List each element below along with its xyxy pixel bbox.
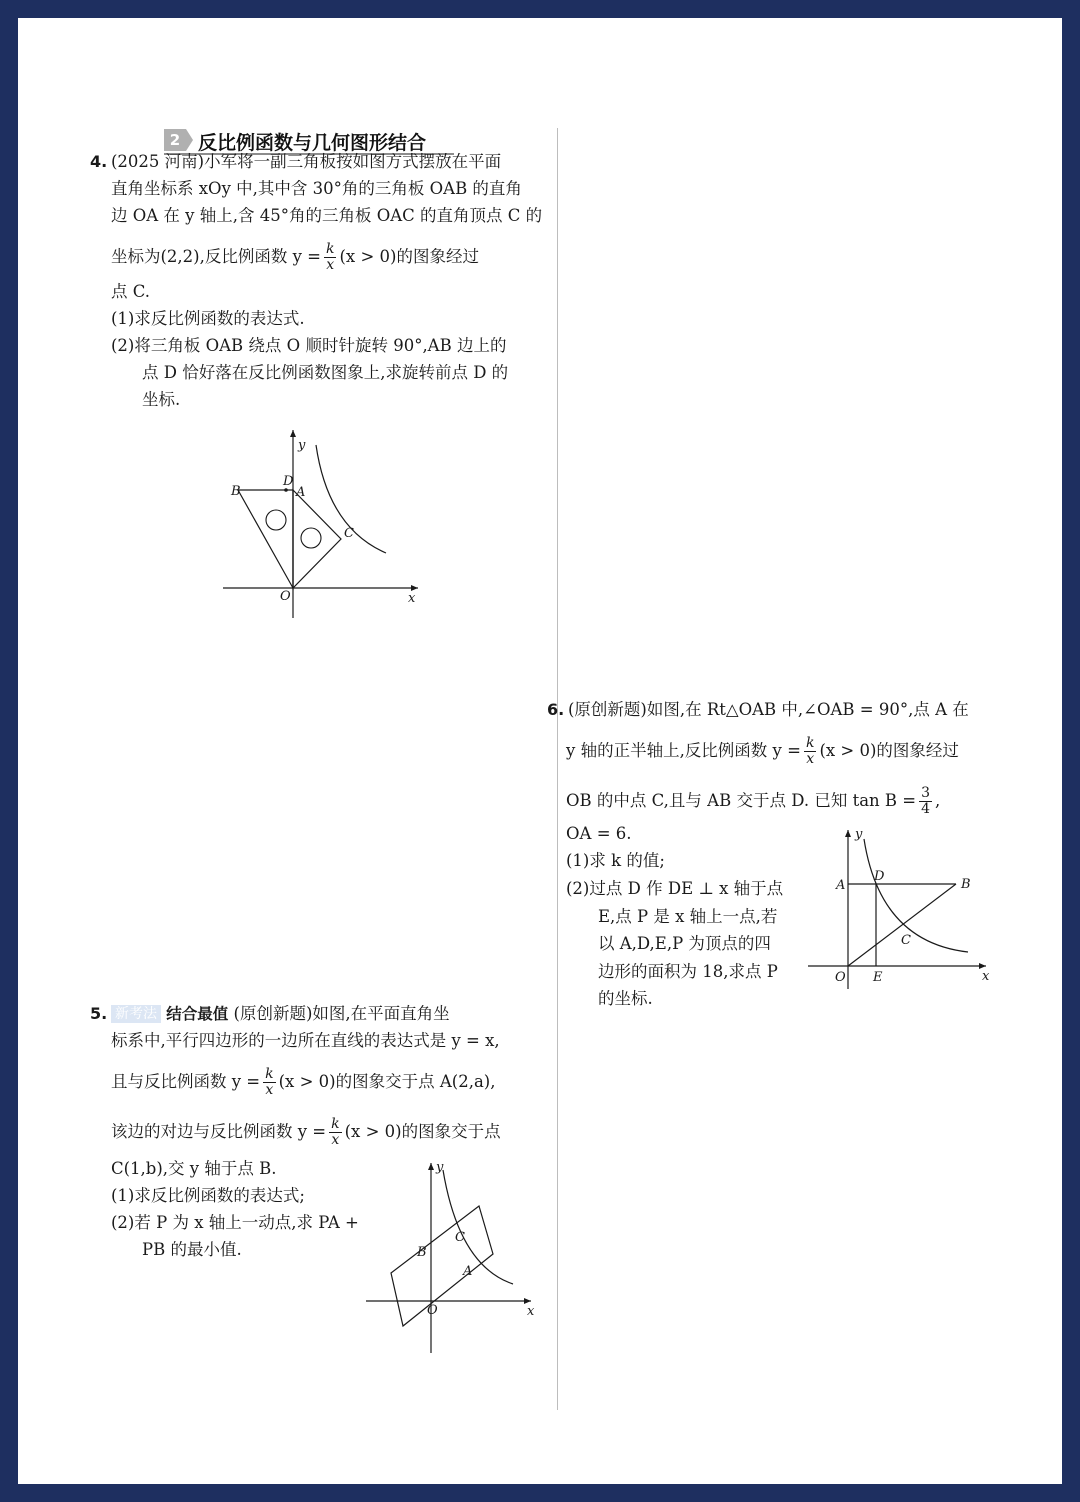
fraction-denominator: 4 xyxy=(921,801,931,817)
q4-label-O: O xyxy=(280,589,291,604)
fraction-numerator: k xyxy=(326,241,335,257)
q6-text-line-2 xyxy=(566,736,959,767)
q4-label-B: B xyxy=(231,484,241,499)
q5-figure xyxy=(363,1158,538,1358)
question-6-number: 6. xyxy=(547,700,565,719)
q5-label-O: O xyxy=(427,1303,438,1318)
q6-line-3-before: OB 的中点 C,且与 AB 交于点 D. 已知 tan B = xyxy=(566,791,917,810)
q5-label-x: x xyxy=(527,1304,535,1319)
new-method-tag: 新考法 xyxy=(111,1005,161,1023)
q4-text-line-1: (2025 河南)小军将一副三角板按如图方式摆放在平面 xyxy=(111,152,502,171)
q4-label-C: C xyxy=(344,526,354,541)
q6-line-3-after: , xyxy=(935,791,941,810)
q6-line-2-after: (x > 0)的图象经过 xyxy=(819,741,959,760)
q4-fraction-k-over-x xyxy=(324,242,336,273)
q6-label-x: x xyxy=(982,969,990,984)
q4-label-y: y xyxy=(298,438,306,453)
q6-hyperbola-curve xyxy=(864,839,968,952)
q6-subquestion-2-line-2: E,点 P 是 x 轴上一点,若 xyxy=(598,907,778,926)
q5-line-3-after: (x > 0)的图象交于点 A(2,a), xyxy=(278,1072,496,1091)
q4-subquestion-1: (1)求反比例函数的表达式. xyxy=(111,309,305,328)
q5-y-axis-arrow-icon xyxy=(428,1163,434,1170)
question-4-number: 4. xyxy=(90,152,108,171)
fraction-numerator: k xyxy=(805,735,815,751)
q4-subquestion-2-line-3: 坐标. xyxy=(142,390,181,409)
q6-fraction-k-over-x xyxy=(804,736,816,767)
q6-label-E: E xyxy=(873,970,883,985)
q6-segment-OB xyxy=(848,884,956,966)
q5-line-3-before: 且与反比例函数 y = xyxy=(111,1072,261,1091)
q6-text-line-3 xyxy=(566,786,940,817)
fraction-numerator: 3 xyxy=(921,785,931,801)
q5-text-line-5: C(1,b),交 y 轴于点 B. xyxy=(111,1159,277,1178)
q4-label-x: x xyxy=(408,591,416,606)
section-arrow-icon xyxy=(186,129,193,151)
q4-triangle-OAB xyxy=(238,490,293,588)
q5-text-line-2: 标系中,平行四边形的一边所在直线的表达式是 y = x, xyxy=(111,1031,500,1050)
fraction-denominator: x xyxy=(806,751,815,767)
fraction-numerator: k xyxy=(265,1066,274,1082)
q4-text-line-3: 边 OA 在 y 轴上,含 45°角的三角板 OAC 的直角顶点 C 的 xyxy=(111,206,543,225)
q5-text-line-3 xyxy=(111,1067,495,1098)
q4-line-4-before: 坐标为(2,2),反比例函数 y = xyxy=(111,247,321,266)
q4-triangle-hole-1 xyxy=(266,510,286,530)
q6-subquestion-2-line-3: 以 A,D,E,P 为顶点的四 xyxy=(598,934,771,953)
column-divider xyxy=(557,128,558,1410)
q6-y-axis-arrow-icon xyxy=(845,830,851,837)
q6-label-y: y xyxy=(855,827,863,842)
q5-parallelogram xyxy=(391,1206,493,1326)
q6-subquestion-2-line-5: 的坐标. xyxy=(598,989,653,1008)
q4-subquestion-2-line-1: (2)将三角板 OAB 绕点 O 顺时针旋转 90°,AB 边上的 xyxy=(111,336,507,355)
q6-label-O: O xyxy=(835,970,846,985)
q6-fraction-three-quarters xyxy=(919,786,932,817)
q5-fraction-k-over-x-1 xyxy=(263,1067,275,1098)
q5-fraction-k-over-x-2 xyxy=(329,1117,341,1148)
q5-label-y: y xyxy=(436,1160,444,1175)
q6-label-D: D xyxy=(874,869,885,884)
q6-subquestion-2-line-1: (2)过点 D 作 DE ⊥ x 轴于点 xyxy=(566,879,784,898)
q4-subquestion-2-line-2: 点 D 恰好落在反比例函数图象上,求旋转前点 D 的 xyxy=(142,363,509,382)
q4-label-D: D xyxy=(283,474,294,489)
q6-line-2-before: y 轴的正半轴上,反比例函数 y = xyxy=(566,741,801,760)
q4-text-line-2: 直角坐标系 xOy 中,其中含 30°角的三角板 OAB 的直角 xyxy=(111,179,522,198)
q5-subquestion-1: (1)求反比例函数的表达式; xyxy=(111,1186,305,1205)
section-number-badge: 2 xyxy=(164,129,186,151)
q5-text-line-1 xyxy=(111,1003,450,1025)
q6-text-line-1: (原创新题)如图,在 Rt△OAB 中,∠OAB = 90°,点 A 在 xyxy=(568,700,969,719)
q5-label-B: B xyxy=(417,1245,427,1260)
q6-figure xyxy=(808,824,993,994)
q6-label-B: B xyxy=(961,877,971,892)
fraction-denominator: x xyxy=(331,1132,340,1148)
q5-line-1-rest: (原创新题)如图,在平面直角坐 xyxy=(233,1004,450,1023)
q5-label-A: A xyxy=(463,1264,473,1279)
fraction-numerator: k xyxy=(331,1116,340,1132)
q5-line-4-before: 该边的对边与反比例函数 y = xyxy=(111,1122,327,1141)
q4-text-line-5: 点 C. xyxy=(111,282,151,301)
q5-subquestion-2-line-1: (2)若 P 为 x 轴上一动点,求 PA + xyxy=(111,1213,359,1232)
section-title: 反比例函数与几何图形结合 xyxy=(198,132,427,154)
q6-text-line-4: OA = 6. xyxy=(566,824,632,843)
q6-subquestion-2-line-4: 边形的面积为 18,求点 P xyxy=(598,962,778,981)
q5-line-4-after: (x > 0)的图象交于点 xyxy=(344,1122,501,1141)
q5-hyperbola-curve xyxy=(443,1170,513,1284)
q4-triangle-hole-2 xyxy=(301,528,321,548)
q4-label-A: A xyxy=(296,485,306,500)
q6-subquestion-1: (1)求 k 的值; xyxy=(566,851,665,870)
worksheet-page xyxy=(18,18,1062,1484)
q4-y-axis-arrow-icon xyxy=(290,430,296,437)
question-5-number: 5. xyxy=(90,1004,108,1023)
q5-label-C: C xyxy=(455,1230,465,1245)
q4-figure xyxy=(218,418,428,618)
fraction-denominator: x xyxy=(265,1082,274,1098)
q5-category: 结合最值 xyxy=(166,1005,229,1023)
q5-text-line-4 xyxy=(111,1117,501,1148)
fraction-denominator: x xyxy=(326,257,335,273)
q4-text-line-4 xyxy=(111,242,479,273)
q6-label-A: A xyxy=(836,878,846,893)
q4-line-4-after: (x > 0)的图象经过 xyxy=(339,247,479,266)
q5-subquestion-2-line-2: PB 的最小值. xyxy=(142,1240,242,1259)
q6-label-C: C xyxy=(901,933,911,948)
